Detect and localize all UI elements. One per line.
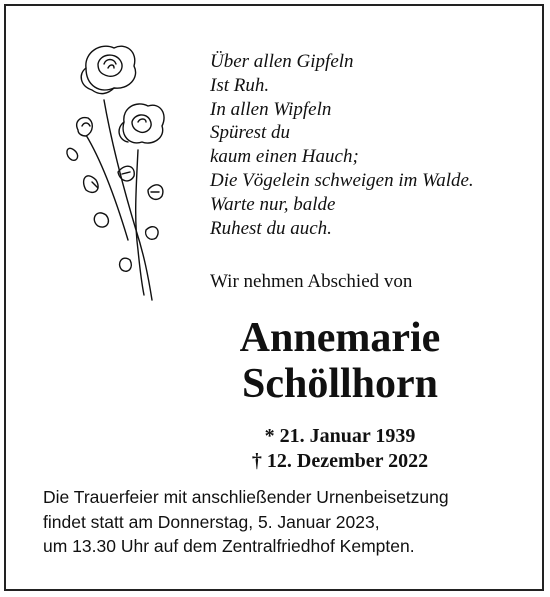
poem-line: kaum einen Hauch; [210, 146, 359, 168]
deceased-last-name: Schöllhorn [241, 361, 439, 407]
poem-line: Über allen Gipfeln [210, 51, 354, 72]
poem-line: Ist Ruh. [210, 74, 270, 96]
poem-line: In allen Wipfeln [210, 98, 332, 120]
deceased-first-name: Annemarie [239, 315, 441, 361]
poem [210, 50, 530, 240]
poem-line: Spürest du [210, 122, 291, 144]
service-line: Die Trauerfeier mit anschließender Urnenbeisetzung [43, 487, 449, 507]
service-info [43, 485, 449, 559]
birth-date: * 21. Januar 1939 [264, 425, 416, 447]
poem-line: Ruhest du auch. [210, 217, 332, 239]
poem-line: Warte nur, balde [210, 193, 336, 215]
farewell-text: Wir nehmen Abschied von [210, 271, 413, 292]
poem-line: Die Vögelein schweigen im Walde. [210, 169, 474, 191]
service-line: findet statt am Donnerstag, 5. Januar 2023, [43, 511, 380, 532]
roses-illustration [56, 30, 176, 310]
death-date: † 12. Dezember 2022 [251, 450, 429, 472]
service-line: um 13.30 Uhr auf dem Zentralfriedhof Kempten. [43, 536, 415, 556]
